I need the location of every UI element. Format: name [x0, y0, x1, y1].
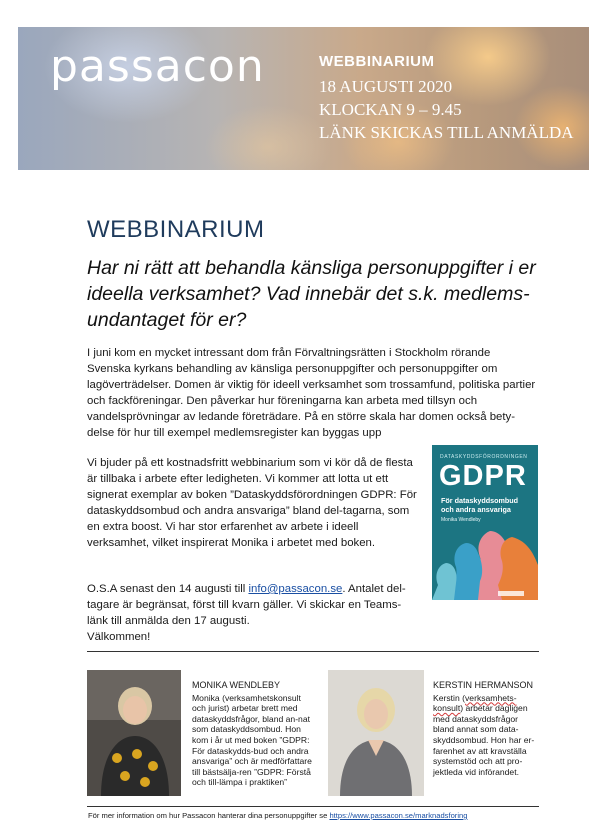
section-divider	[87, 651, 539, 652]
event-link-note: LÄNK SKICKAS TILL ANMÄLDA	[319, 123, 574, 142]
rsvp-text-before: O.S.A senast den 14 augusti till	[87, 583, 249, 595]
photo-kerstin	[328, 670, 424, 796]
bio-monika	[192, 680, 312, 788]
rsvp-text-after: . Antalet del-tagare är begränsat, först till kvarn gäller. Vi skickar en Teams-länk till anmälda den 17 augusti.	[87, 583, 406, 627]
event-date: 18 AUGUSTI 2020	[319, 77, 453, 96]
bio-text: Monika (verksamhetskonsult och jurist) arbetar brett med dataskyddsfrågor, bland an-nat som dataskyddsombud. Hon kom i år ut med boken ”GDPR: För dataskydds-bud och andra ansvariga” och är medförfattare till bästsälja-ren ”GDPR: Förstå och till-lämpa i praktiken”	[192, 692, 312, 788]
bio-text: Kerstin (verksamhets-konsult) arbetar dagligen med dataskyddsfrågor bland annat som data-skyddsombud. Hon har er-farenhet av att kravställa systemstöd och att pro-jektleda vid införandet.	[433, 692, 535, 777]
bio-name: KERSTIN HERMANSON	[433, 680, 534, 690]
welcome-text: Välkommen!	[87, 631, 151, 643]
footer-divider	[87, 806, 539, 807]
page-title: WEBBINARIUM	[87, 216, 265, 243]
book-subtitle: För dataskyddsombud och andra ansvariga	[441, 496, 519, 514]
privacy-link[interactable]: https://www.passacon.se/marknadsforing	[329, 811, 468, 820]
person-portrait-icon	[328, 670, 424, 796]
bio-kerstin	[433, 680, 538, 777]
event-type: WEBBINARIUM	[319, 53, 435, 70]
spellcheck-flagged-word: verksamhets-konsult	[433, 692, 517, 714]
footer-text: För mer information om hur Passacon hanterar dina personuppgifter se	[88, 811, 330, 820]
event-info	[319, 53, 574, 144]
header-banner	[18, 27, 589, 170]
bio-name: MONIKA WENDLEBY	[192, 680, 281, 690]
book-cover	[432, 445, 538, 600]
event-time: KLOCKAN 9 – 9.45	[319, 100, 462, 119]
book-illustration	[432, 445, 538, 600]
email-link[interactable]: info@passacon.se	[248, 583, 343, 595]
intro-paragraph: I juni kom en mycket intressant dom från Förvaltningsrätten i Stockholm rörande Svenska kyrkans behandling av känsliga personuppgifter och personuppgifter om lagöverträdelser. Domen är viktig för ideell verksamhet som trossamfund, politiska partier och fackföreningar. Den påverkar hur föreningarna kan arbeta med tillsyn och vandelsprövningar av ledande företrädare. På en större skala har domen också bety-delse för hur till exempel medlemsregister kan byggas upp	[87, 347, 536, 439]
page-subtitle: Har ni rätt att behandla känsliga personuppgifter i er ideella verksamhet? Vad innebär det s.k. medlems-undantaget för er?	[87, 257, 536, 331]
person-portrait-icon	[87, 670, 181, 796]
invitation-paragraph: Vi bjuder på ett kostnadsfritt webbinarium som vi kör då de flesta är tillbaka i arbete efter ledigheten. Vi kommer att lotta ut ett signerat exemplar av boken ”Dataskyddsförordningen GDPR: För dataskyddsombud och andra ansvariga” bland del-tagarna, som en extra boost. Vi har stor erfarenhet av arbete i ideell verksamhet, vilket inspirerat Monika i arbetet med boken.	[87, 457, 417, 549]
book-series: DATASKYDDSFÖRORDNINGEN	[440, 454, 528, 460]
rsvp-paragraph	[87, 581, 422, 645]
book-title: GDPR	[439, 460, 527, 492]
book-author: Monika Wendleby	[441, 517, 481, 523]
footer-note	[88, 811, 467, 820]
passacon-logo: passacon	[50, 41, 265, 92]
photo-monika	[87, 670, 181, 796]
